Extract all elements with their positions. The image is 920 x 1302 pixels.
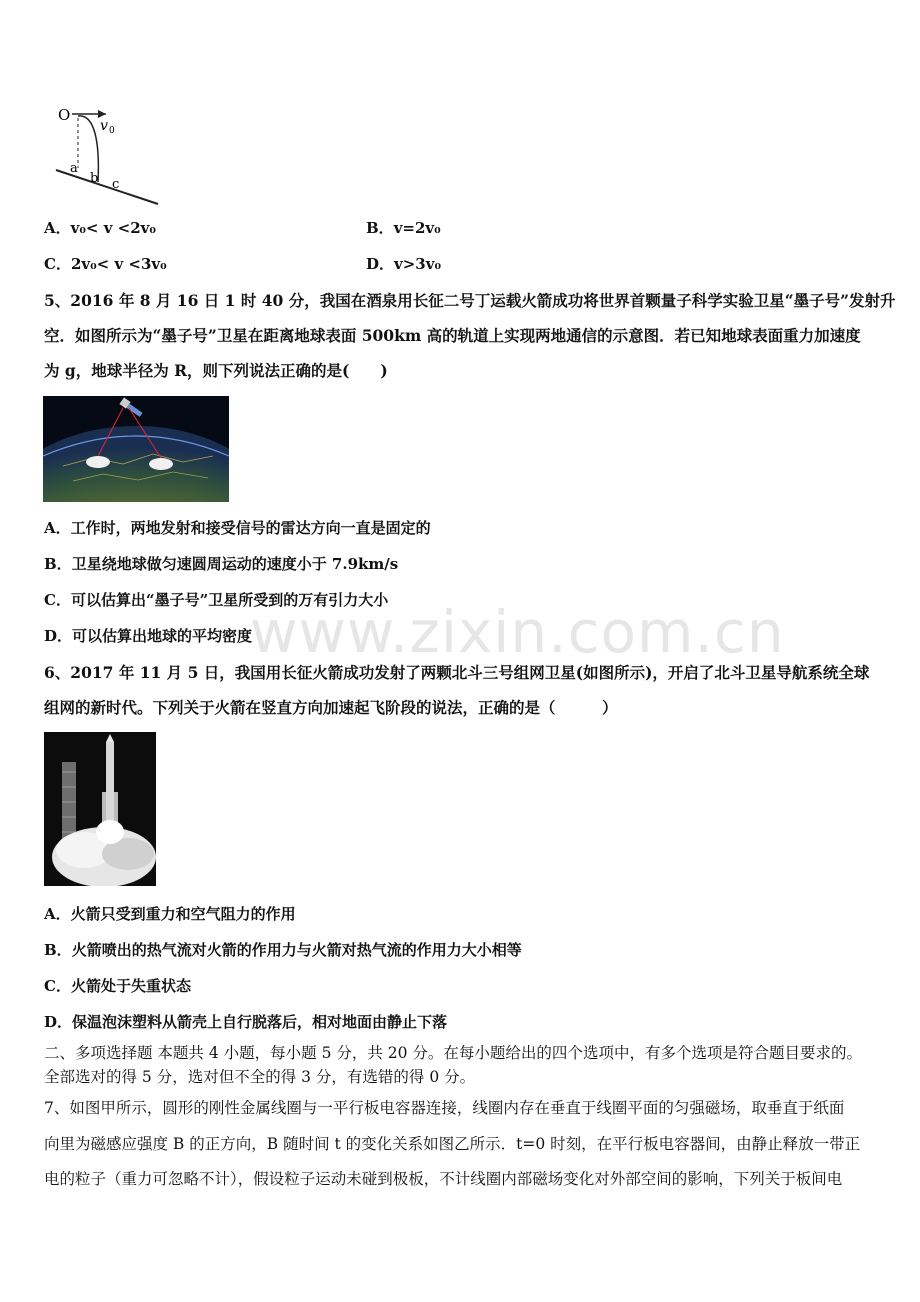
q4-option-a[interactable] bbox=[44, 217, 156, 239]
option-text: v₀< v <2v₀ bbox=[70, 219, 156, 237]
option-letter: B． bbox=[366, 219, 394, 237]
section-2-heading-line-2: 全部选对的得 5 分，选对但不全的得 3 分，有选错的得 0 分。 bbox=[44, 1068, 476, 1086]
q5-stem-line-3: 为 g，地球半径为 R，则下列说法正确的是( ) bbox=[44, 361, 388, 380]
option-text: 火箭只受到重力和空气阻力的作用 bbox=[70, 905, 296, 923]
option-text: 可以估算出地球的平均密度 bbox=[72, 627, 253, 645]
q5-option-a[interactable] bbox=[44, 517, 431, 539]
option-letter: D． bbox=[44, 627, 73, 645]
option-letter: A． bbox=[44, 905, 71, 923]
q5-stem-line-1: 5、2016 年 8 月 16 日 1 时 40 分，我国在酒泉用长征二号丁运载火箭成功将世界首颗量子科学实验卫星“墨子号”发射升 bbox=[44, 291, 896, 310]
option-text: 保温泡沫塑料从箭壳上自行脱落后，相对地面由静止下落 bbox=[72, 1013, 448, 1031]
q6-stem-line-1: 6、2017 年 11 月 5 日，我国用长征火箭成功发射了两颗北斗三号组网卫星(如图所示)，开启了北斗卫星导航系统全球 bbox=[44, 663, 870, 682]
option-letter: D． bbox=[366, 255, 395, 273]
q4-option-b[interactable] bbox=[366, 217, 441, 239]
watermark: www.zixin.com.cn bbox=[250, 598, 785, 666]
rocket-launch-photo bbox=[44, 732, 156, 886]
projectile-incline-figure bbox=[50, 100, 170, 210]
option-text: 可以估算出“墨子号”卫星所受到的万有引力大小 bbox=[70, 591, 389, 609]
option-letter: B． bbox=[44, 941, 72, 959]
origin-label: O bbox=[58, 106, 71, 124]
option-letter: A． bbox=[44, 219, 71, 237]
q6-option-d[interactable] bbox=[44, 1011, 447, 1033]
option-text: 火箭处于失重状态 bbox=[70, 977, 191, 995]
point-b-label: b bbox=[90, 171, 99, 186]
option-text: 火箭喷出的热气流对火箭的作用力与火箭对热气流的作用力大小相等 bbox=[71, 941, 522, 959]
option-text: 卫星绕地球做匀速圆周运动的速度小于 7.9km/s bbox=[71, 555, 399, 573]
q4-option-c[interactable] bbox=[44, 253, 167, 275]
q7-stem-line-3: 电的粒子（重力可忽略不计），假设粒子运动未碰到极板，不计线圈内部磁场变化对外部空间的影响，下列关于板间电 bbox=[44, 1170, 843, 1188]
velocity-sub-label: 0 bbox=[109, 126, 115, 136]
option-text: 工作时，两地发射和接受信号的雷达方向一直是固定的 bbox=[70, 519, 431, 537]
q7-stem-line-2: 向里为磁感应强度 B 的正方向，B 随时间 t 的变化关系如图乙所示．t=0 时刻，在平行板电容器间，由静止释放一带正 bbox=[44, 1135, 861, 1153]
option-letter: A． bbox=[44, 519, 71, 537]
q6-option-b[interactable] bbox=[44, 939, 522, 961]
q6-option-a[interactable] bbox=[44, 903, 296, 925]
point-c-label: c bbox=[112, 177, 120, 192]
ground-station-icon bbox=[86, 456, 110, 468]
satellite-communication-figure bbox=[43, 396, 229, 502]
q5-option-b[interactable] bbox=[44, 553, 398, 575]
option-text: 2v₀< v <3v₀ bbox=[70, 255, 167, 273]
q5-option-c[interactable] bbox=[44, 589, 388, 611]
section-2-heading-line-1: 二、多项选择题 本题共 4 小题，每小题 5 分，共 20 分。在每小题给出的四个选项中，有多个选项是符合题目要求的。 bbox=[44, 1044, 862, 1062]
velocity-label: v bbox=[100, 118, 108, 134]
q4-option-d[interactable] bbox=[366, 253, 441, 275]
option-letter: C． bbox=[44, 255, 71, 273]
q5-stem-line-2: 空．如图所示为“墨子号”卫星在距离地球表面 500km 高的轨道上实现两地通信的示意图．若已知地球表面重力加速度 bbox=[44, 326, 861, 345]
q5-option-d[interactable] bbox=[44, 625, 252, 647]
option-letter: C． bbox=[44, 977, 71, 995]
option-letter: C． bbox=[44, 591, 71, 609]
point-a-label: a bbox=[70, 161, 78, 176]
option-letter: D． bbox=[44, 1013, 73, 1031]
option-text: v>3v₀ bbox=[394, 255, 442, 273]
option-text: v=2v₀ bbox=[393, 219, 441, 237]
q6-stem-line-2: 组网的新时代。下列关于火箭在竖直方向加速起飞阶段的说法，正确的是（ ） bbox=[44, 698, 618, 717]
q6-option-c[interactable] bbox=[44, 975, 191, 997]
option-letter: B． bbox=[44, 555, 72, 573]
q7-stem-line-1: 7、如图甲所示，圆形的刚性金属线圈与一平行板电容器连接，线圈内存在垂直于线圈平面的匀强磁场，取垂直于纸面 bbox=[44, 1099, 845, 1117]
ground-station-icon bbox=[149, 458, 173, 470]
